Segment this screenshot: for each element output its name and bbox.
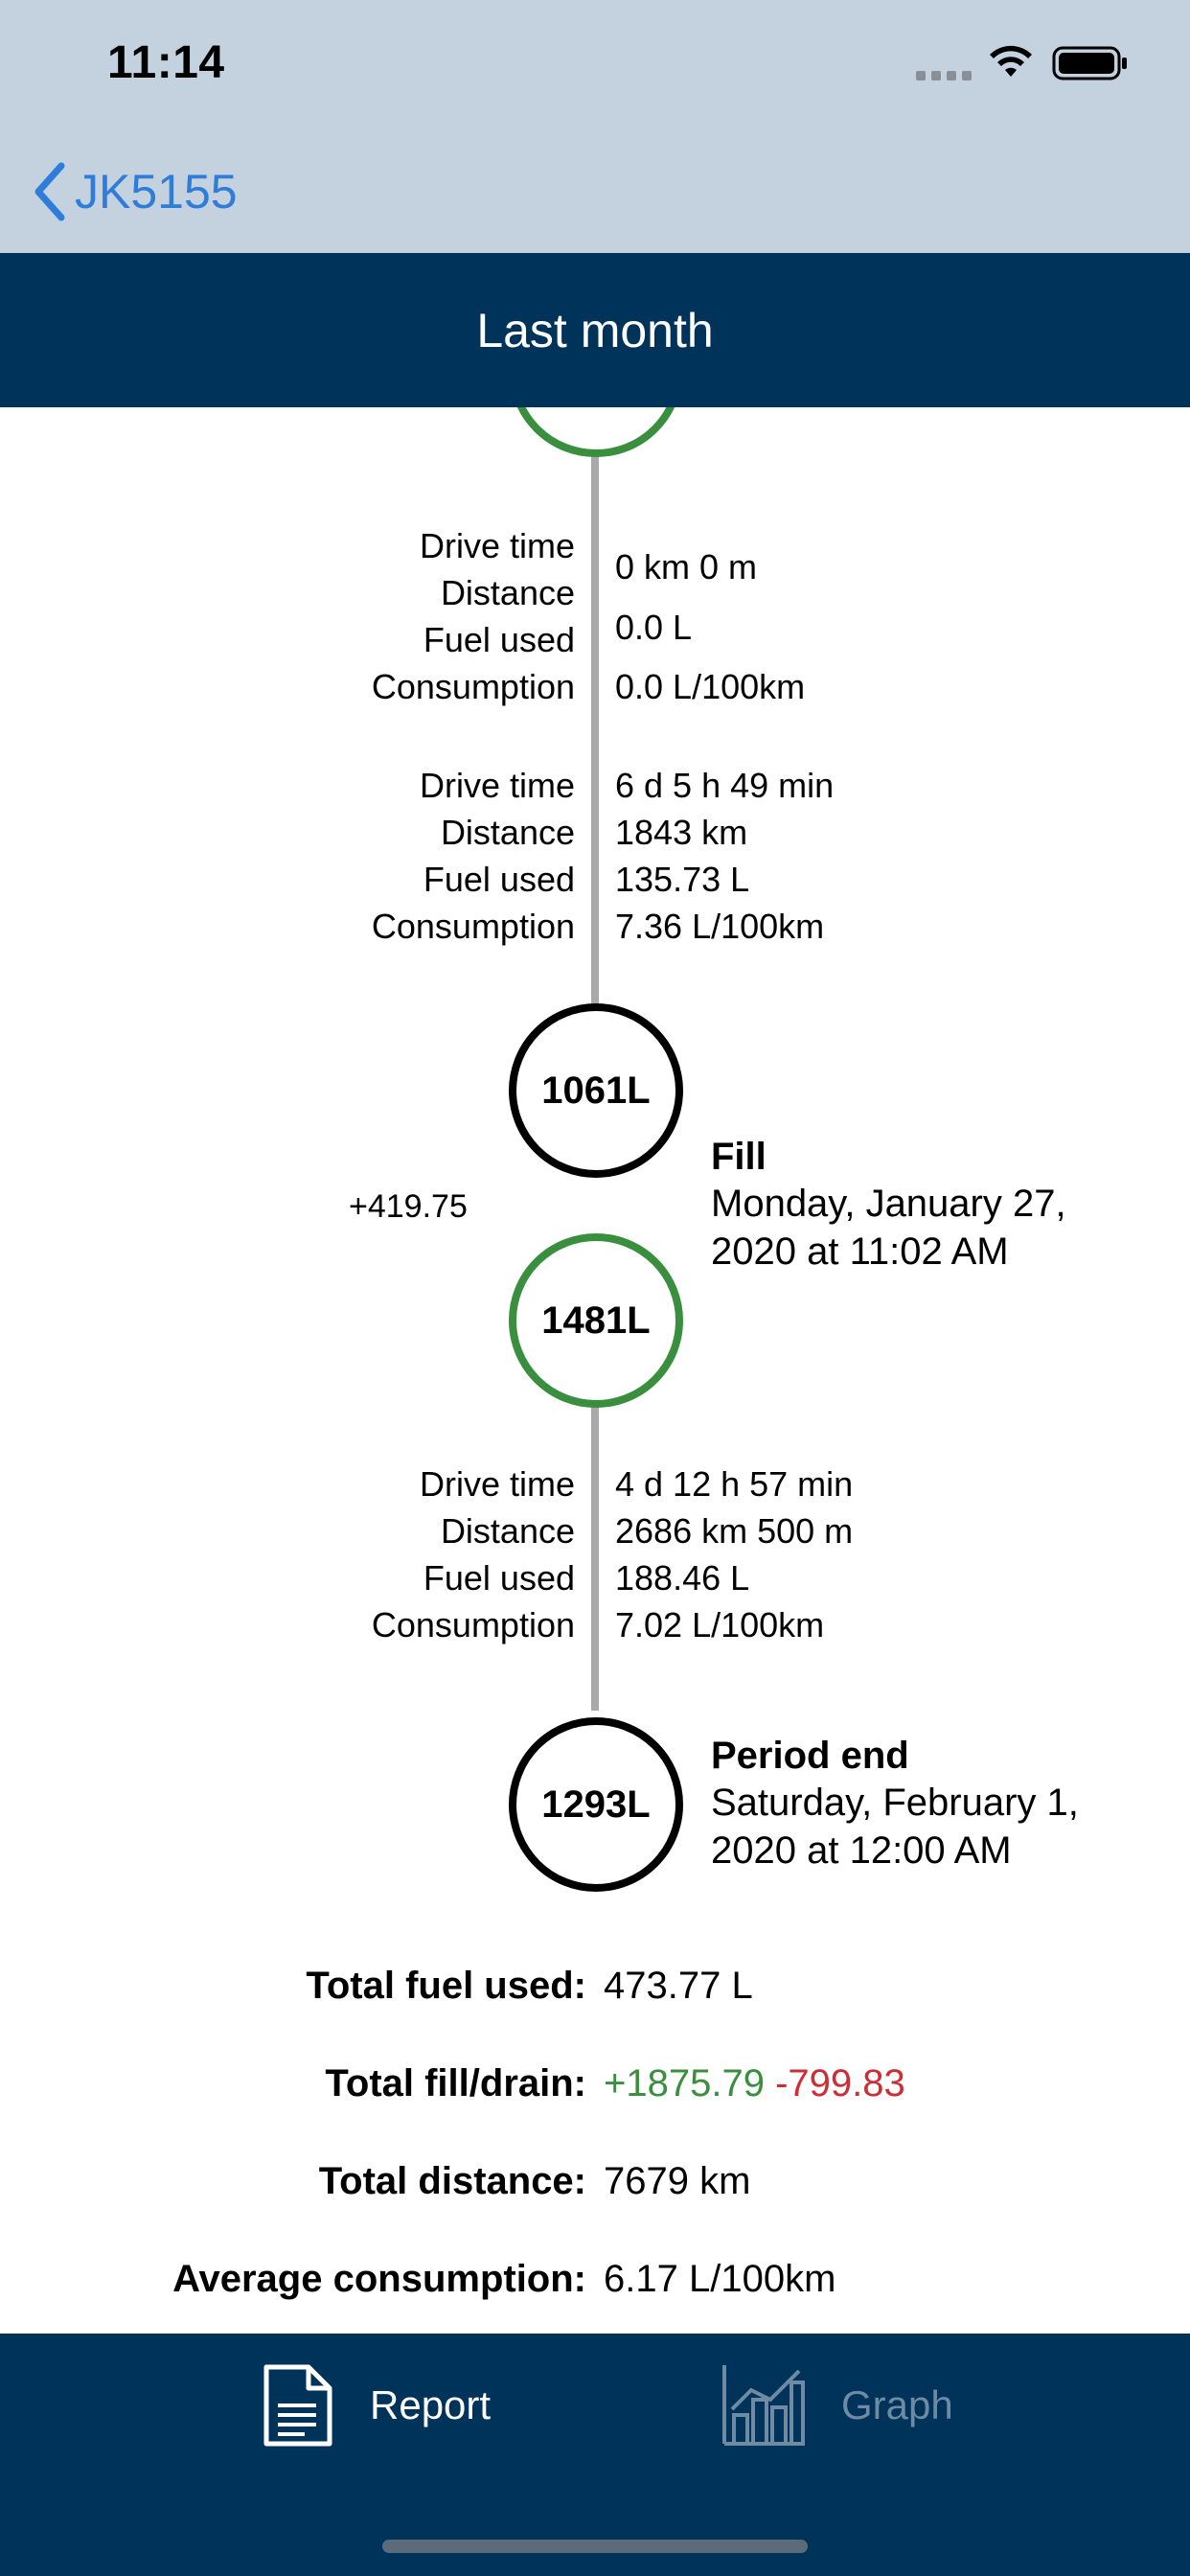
timeline[interactable]: [0, 407, 1190, 1902]
stat-label: Fuel used: [423, 620, 575, 659]
stat-label: Consumption: [371, 1605, 575, 1644]
period-title: Last month: [476, 303, 714, 357]
tab-report[interactable]: [259, 2358, 491, 2453]
end-event-title: Period end: [711, 1735, 909, 1777]
stat-label: Consumption: [371, 667, 575, 706]
stat-value: 0 km 0 m: [615, 547, 758, 586]
total-fuel-used-value: 473.77 L: [604, 1965, 753, 2007]
cellular-signal-icon: [916, 67, 972, 85]
timeline-node-period-end: 1293L: [509, 1717, 683, 1892]
fill-event-title: Fill: [711, 1136, 767, 1178]
battery-icon: [1052, 46, 1129, 85]
stat-value: 135.73 L: [615, 860, 750, 899]
stat-value: 7.36 L/100km: [615, 907, 825, 946]
timeline-node-fill-after: 1481L: [509, 1233, 683, 1408]
stat-value: 6 d 5 h 49 min: [615, 766, 835, 805]
stat-label: Distance: [440, 573, 575, 612]
timeline-node-fill-before: 1061L: [509, 1003, 683, 1178]
stat-label: Drive time: [419, 766, 575, 805]
total-distance-label: Total distance:: [318, 2160, 586, 2202]
tab-graph[interactable]: [719, 2358, 953, 2453]
timeline-node-start: [509, 407, 683, 457]
timeline-line: [591, 407, 599, 1011]
stat-value: 4 d 12 h 57 min: [615, 1464, 854, 1504]
back-button-label: JK5155: [75, 165, 238, 218]
end-event-date: Saturday, February 1, 2020 at 12:00 AM: [711, 1782, 1079, 1872]
stat-value: 0.0 L: [615, 608, 693, 647]
tab-graph-label: Graph: [841, 2382, 953, 2427]
back-button[interactable]: [33, 157, 238, 226]
stat-label: Fuel used: [423, 860, 575, 899]
stat-value: 0.0 L/100km: [615, 667, 806, 706]
stat-value: 188.46 L: [615, 1558, 750, 1598]
total-fuel-used-label: Total fuel used:: [306, 1965, 586, 2007]
stat-label: Drive time: [419, 526, 575, 565]
stat-label: Drive time: [419, 1464, 575, 1504]
average-consumption-value: 6.17 L/100km: [604, 2258, 836, 2300]
timeline-line: [591, 1356, 599, 1711]
fill-event-date: Monday, January 27, 2020 at 11:02 AM: [711, 1183, 1066, 1273]
total-distance-value: 7679 km: [604, 2160, 751, 2202]
stat-label: Fuel used: [423, 1558, 575, 1598]
total-fill-value: +1875.79: [604, 2062, 765, 2104]
stat-label: Distance: [440, 1511, 575, 1551]
fill-delta: +419.75: [349, 1188, 468, 1225]
document-icon: [259, 2361, 335, 2450]
stat-value: 7.02 L/100km: [615, 1605, 825, 1644]
status-time: 11:14: [107, 37, 225, 88]
tab-report-label: Report: [370, 2382, 492, 2427]
wifi-icon: [987, 44, 1035, 83]
stat-label: Distance: [440, 813, 575, 852]
total-fill-drain-value: [604, 2062, 905, 2105]
home-indicator: [382, 2540, 808, 2553]
period-header: [0, 253, 1190, 407]
total-fill-drain-label: Total fill/drain:: [325, 2062, 586, 2104]
total-drain-value: -799.83: [775, 2062, 905, 2104]
chevron-left-icon: [33, 162, 65, 221]
stat-value: 2686 km 500 m: [615, 1511, 854, 1551]
stat-label: Consumption: [371, 907, 575, 946]
average-consumption-label: Average consumption:: [172, 2258, 586, 2300]
stat-value: 1843 km: [615, 813, 748, 852]
bar-chart-icon: [719, 2361, 807, 2450]
